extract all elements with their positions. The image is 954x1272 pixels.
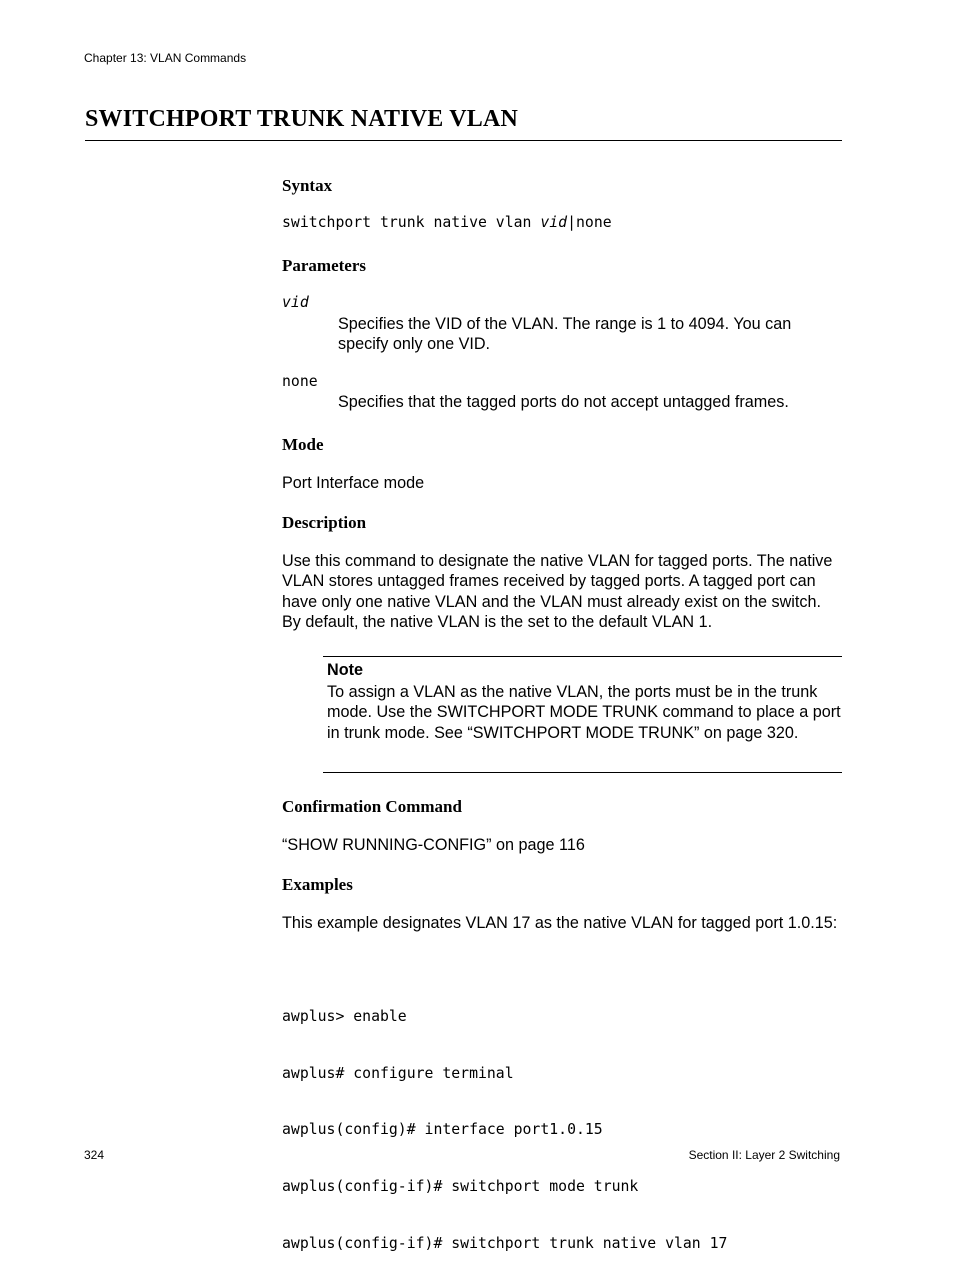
- param-name-vid: vid: [282, 294, 309, 311]
- page-number: 324: [84, 1148, 105, 1162]
- title-rule: [85, 140, 842, 141]
- param-desc-vid: Specifies the VID of the VLAN. The range is 1 to 4094. You can specify only one VID.: [338, 315, 792, 354]
- param-desc-none: Specifies that the tagged ports do not accept untagged frames.: [338, 393, 789, 411]
- description-heading: Description: [282, 513, 367, 532]
- examples-intro: This example designates VLAN 17 as the native VLAN for tagged port 1.0.15:: [282, 914, 838, 932]
- code-line: awplus(config)# interface port1.0.15: [282, 1121, 603, 1139]
- param-name-none: none: [282, 373, 318, 390]
- code-line: awplus> enable: [282, 1007, 407, 1025]
- code-line: awplus(config-if)# switchport mode trunk: [282, 1177, 639, 1195]
- parameters-heading: Parameters: [282, 256, 367, 275]
- confirmation-link[interactable]: “SHOW RUNNING-CONFIG” on page 116: [282, 836, 585, 854]
- description-text: Use this command to designate the native VLAN for tagged ports. The native VLAN stores untagged frames received by tagged ports. A tagged port can have only one native VLAN and the VLAN must already exist on the switch. By default, the native VLAN is the set to the default VLAN 1.: [282, 552, 833, 632]
- examples-heading: Examples: [282, 875, 353, 894]
- note-text: To assign a VLAN as the native VLAN, the ports must be in the trunk mode. Use the SWITCHPORT MODE TRUNK command to place a port in trunk mode. See “SWITCHPORT MODE TRUNK” on page 320.: [327, 683, 841, 742]
- syntax-alt: none: [576, 214, 612, 231]
- running-header: Chapter 13: VLAN Commands: [84, 51, 247, 65]
- example-code-block: [282, 970, 727, 1272]
- confirmation-heading: Confirmation Command: [282, 797, 462, 816]
- syntax-command: switchport trunk native vlan: [282, 214, 541, 231]
- syntax-separator: |: [567, 214, 577, 231]
- code-line: awplus(config-if)# switchport trunk native vlan 17: [282, 1234, 728, 1252]
- code-line: awplus# configure terminal: [282, 1064, 514, 1082]
- page-title: SWITCHPORT TRUNK NATIVE VLAN: [85, 106, 519, 132]
- note-box: [323, 656, 842, 773]
- note-title: Note: [327, 661, 363, 679]
- section-footer: Section II: Layer 2 Switching: [688, 1148, 840, 1162]
- syntax-arg: vid: [540, 214, 568, 231]
- mode-text: Port Interface mode: [282, 474, 425, 492]
- syntax-heading: Syntax: [282, 176, 333, 195]
- syntax-line: [282, 214, 612, 231]
- mode-heading: Mode: [282, 435, 324, 454]
